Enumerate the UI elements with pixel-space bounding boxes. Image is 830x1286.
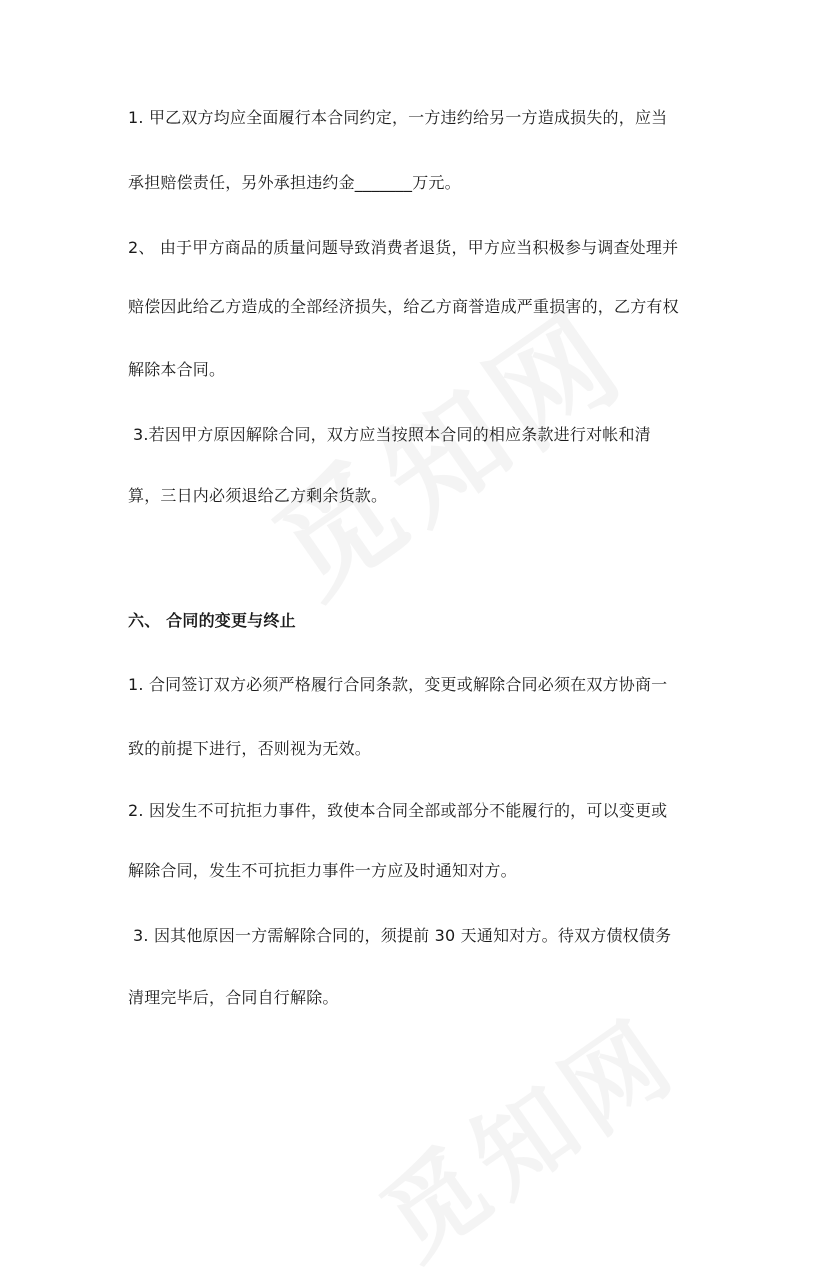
watermark-upper (236, 264, 654, 629)
s5-p2-line2: 赔偿因此给乙方造成的全部经济损失，给乙方商誉造成严重损害的，乙方有权 (128, 297, 679, 316)
s6-p2-line2: 解除合同，发生不可抗拒力事件一方应及时通知对方。 (128, 861, 517, 880)
s6-p2-line1: 2. 因发生不可抗拒力事件，致使本合同全部或部分不能履行的，可以变更或 (128, 801, 668, 820)
s6-p3-line1: 3. 因其他原因一方需解除合同的，须提前 30 天通知对方。待双方债权债务 (133, 926, 672, 945)
s5-p3-line2: 算，三日内必须退给乙方剩余货款。 (128, 486, 388, 505)
watermark-lower (349, 978, 702, 1285)
s6-p1-line1: 1. 合同签订双方必须严格履行合同条款，变更或解除合同必须在双方协商一 (128, 675, 668, 694)
s5-p1-line2: 承担赔偿责任，另外承担违约金_______万元。 (128, 173, 461, 192)
s6-p1-line2: 致的前提下进行，否则视为无效。 (128, 739, 372, 758)
s6-p3-line2: 清理完毕后，合同自行解除。 (128, 988, 339, 1007)
s5-p2-line3: 解除本合同。 (128, 360, 226, 379)
section-6-heading: 六、 合同的变更与终止 (128, 611, 296, 630)
s5-p1-line1: 1. 甲乙双方均应全面履行本合同约定，一方违约给另一方造成损失的，应当 (128, 108, 668, 127)
s5-p2-line1: 2、 由于甲方商品的质量问题导致消费者退货，甲方应当积极参与调查处理并 (128, 238, 679, 257)
s5-p3-line1: 3.若因甲方原因解除合同，双方应当按照本合同的相应条款进行对帐和清 (133, 425, 651, 444)
